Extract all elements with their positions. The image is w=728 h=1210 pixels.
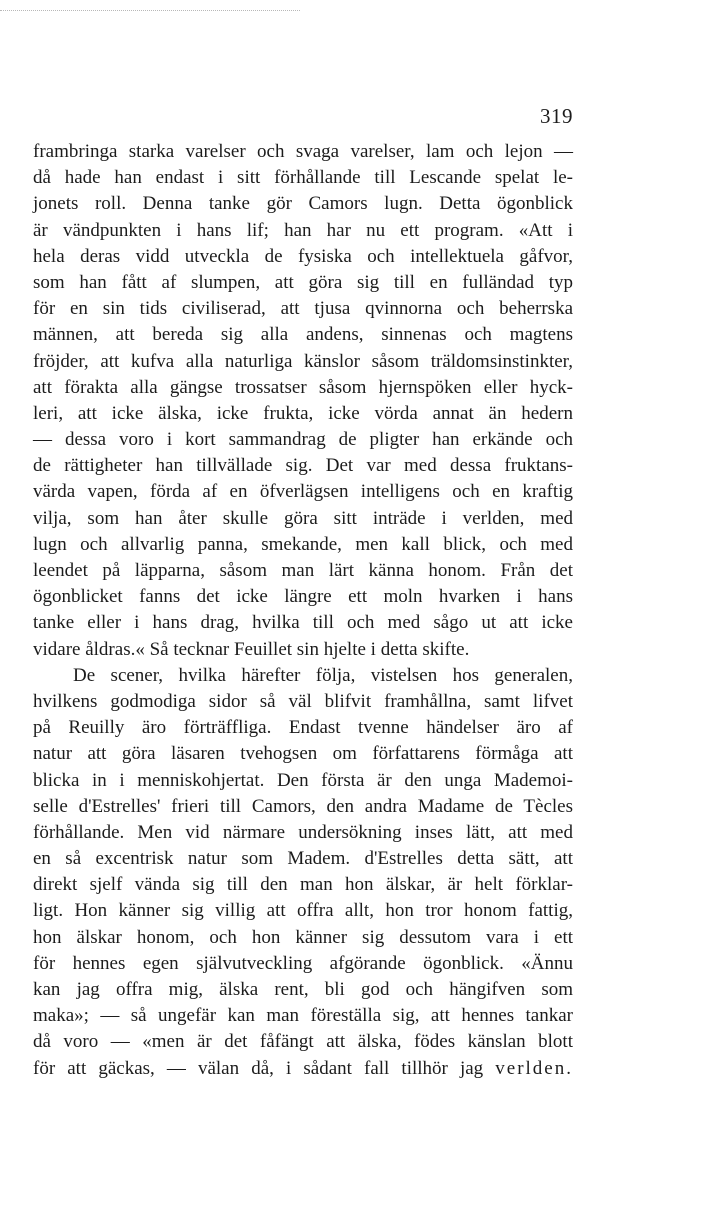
text-line: de rättigheter han tillvällade sig. Det var med dessa fruktans-: [33, 455, 573, 477]
text-line: hvilkens godmodiga sidor så väl blifvit framhållna, samt lifvet: [33, 690, 573, 712]
text-line: maka»; — så ungefär kan man föreställa sig, att hennes tankar: [33, 1005, 573, 1027]
text-line: männen, att bereda sig alla andens, sinnenas och magtens: [33, 324, 573, 346]
page-number: 319: [540, 104, 573, 128]
text-line: en så excentrisk natur som Madem. d'Estrelles detta sätt, att: [33, 848, 573, 870]
text-line: leri, att icke älska, icke frukta, icke vörda annat än hedern: [33, 402, 573, 424]
text-line: värda vapen, förda af en öfverlägsen intelligens och en kraftig: [33, 481, 573, 503]
text-line: är vändpunkten i hans lif; han har nu ett program. «Att i: [33, 219, 573, 241]
text-line: kan jag offra mig, älska rent, bli god och hängifven som: [33, 979, 573, 1000]
body-text: [33, 139, 573, 1082]
paragraph-1: [33, 139, 573, 663]
text-line: vidare åldras.« Så tecknar Feuillet sin hjelte i detta skifte.: [33, 638, 470, 660]
text-line: jonets roll. Denna tanke gör Camors lugn. Detta ögonblick: [33, 193, 573, 215]
text-line: då voro — «men är det fåfängt att älska, födes känslan blott: [33, 1031, 573, 1053]
text-line: tanke eller i hans drag, hvilka till och med sågo ut att icke: [33, 612, 573, 634]
text-line: ligt. Hon känner sig villig att offra allt, hon tror honom fattig,: [33, 900, 573, 922]
text-line: hon älskar honom, och hon känner sig dessutom vara i ett: [33, 926, 573, 948]
text-line: natur att göra läsaren tvehogsen om författarens förmåga att: [33, 743, 573, 765]
text-line: för en sin tids civiliserad, att tjusa qvinnorna och beherrska: [33, 298, 573, 320]
text-line: ögonblicket fanns det icke längre ett moln hvarken i hans: [33, 586, 573, 608]
text-line: på Reuilly äro förträffliga. Endast tvenne händelser äro af: [33, 717, 573, 739]
text-line: — dessa voro i kort sammandrag de pligter han erkände och: [33, 429, 573, 451]
text-line: att förakta alla gängse trossatser såsom hjernspöken eller hyck-: [33, 376, 573, 398]
text-line: leendet på läpparna, såsom man lärt känna honom. Från det: [33, 560, 573, 581]
text-line: direkt sjelf vända sig till den man hon älskar, är helt förklar-: [33, 874, 573, 896]
text-line: hela deras vidd utveckla de fysiska och intellektuela gåfvor,: [33, 245, 573, 267]
text-line: blicka in i menniskohjertat. Den första är den unga Mademoi-: [33, 769, 573, 791]
text-line: De scener, hvilka härefter följa, vistelsen hos generalen,: [73, 664, 573, 686]
paragraph-2: [33, 663, 573, 1082]
text-line: fröjder, att kufva alla naturliga känslor såsom träldomsinstinkter,: [33, 350, 573, 372]
spaced-word: verlden.: [495, 1057, 573, 1079]
text-line: då hade han endast i sitt förhållande till Lescande spelat le-: [33, 167, 573, 189]
text-line: selle d'Estrelles' frieri till Camors, den andra Madame de Tècles: [33, 795, 573, 817]
text-line: lugn och allvarlig panna, smekande, men kall blick, och med: [33, 533, 573, 555]
text-line: vilja, som han åter skulle göra sitt inträde i verlden, med: [33, 507, 573, 529]
text-line: förhållande. Men vid närmare undersökning inses lätt, att med: [33, 821, 573, 843]
text-line: som han fått af slumpen, att göra sig till en fulländad typ: [33, 271, 573, 293]
final-line-text: för att gäckas, — välan då, i sådant fall tillhör jag: [33, 1057, 496, 1079]
text-line: frambringa starka varelser och svaga varelser, lam och lejon —: [33, 141, 573, 162]
text-line-final: [33, 1056, 573, 1082]
top-edge-rule: [0, 10, 300, 11]
text-line: för hennes egen självutveckling afgörande ögonblick. «Ännu: [33, 952, 573, 974]
